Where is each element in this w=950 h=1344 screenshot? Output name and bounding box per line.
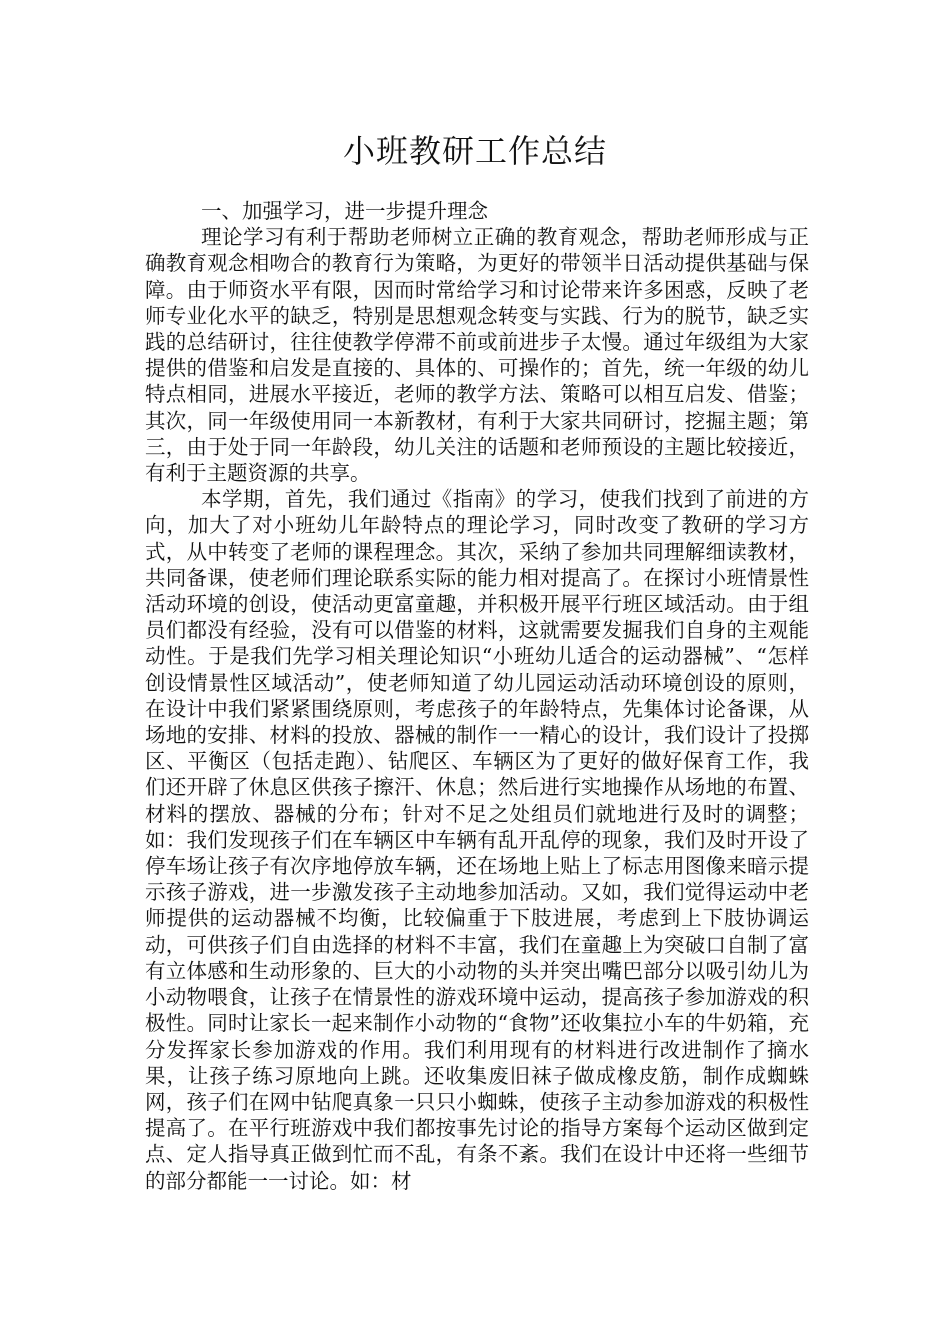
section-heading: 一、加强学习，进一步提升理念 (201, 199, 488, 223)
document-title: 小班教研工作总结 (342, 132, 607, 170)
paragraph-this-semester: 本学期，首先，我们通过《指南》的学习，使我们找到了前进的方向，加大了对小班幼儿年龄特点的理论学习，同时改变了教研的学习方式，从中转变了老师的课程理念。其次，采纳了参加共同理解细读教材，共同备课，使老师们理论联系实际的能力相对提高了。在探讨小班情景性活动环境的创设，使活动更富童趣，并积极开展平行班区域活动。由于组员们都没有经验，没有可以借鉴的材料，这就需要发掘我们自身的主观能动性。于是我们先学习相关理论知识“小班幼儿适合的运动器械”、“怎样创设情景性区域活动”，使老师知道了幼儿园运动活动环境创设的原则，在设计中我们紧紧围绕原则，考虑孩子的年龄特点，先集体讨论备课，从场地的安排、材料的投放、器械的制作一一精心的设计，我们设计了投掷区、平衡区（包括走跑）、钻爬区、车辆区为了更好的做好保育工作，我们还开辟了休息区供孩子擦汗、休息；然后进行实地操作从场地的布置、材料的摆放、器械的分布；针对不足之处组员们就地进行及时的调整；如：我们发现孩子们在车辆区中车辆有乱开乱停的现象，我们及时开设了停车场让孩子有次序地停放车辆，还在场地上贴上了标志用图像来暗示提示孩子游戏，进一步激发孩子主动地参加活动。又如，我们觉得运动中老师提供的运动器械不均衡，比较偏重于下肢进展，考虑到上下肢协调运动，可供孩子们自由选择的材料不丰富，我们在童趣上为突破口自制了富有立体感和生动形象的、巨大的小动物的头并突出嘴巴部分以吸引幼儿为小动物喂食，让孩子在情景性的游戏环境中运动，提高孩子参加游戏的积极性。同时让家长一起来制作小动物的“食物”还收集拉小车的牛奶箱，充分发挥家长参加游戏的作用。我们利用现有的材料进行改进制作了摘水果，让孩子练习原地向上跳。还收集废旧袜子做成橡皮筋，制作成蜘蛛网，孩子们在网中钻爬真象一只只小蜘蛛，使孩子主动参加游戏的积极性提高了。在平行班游戏中我们都按事先讨论的指导方案每个运动区做到定点、定人指导真正做到忙而不乱，有条不紊。我们在设计中还将一些细节的部分都能一一讨论。如：材 (145, 487, 809, 1193)
paragraph-theory-study: 理论学习有利于帮助老师树立正确的教育观念，帮助老师形成与正确教育观念相吻合的教育行为策略，为更好的带领半日活动提供基础与保障。由于师资水平有限，因而时常给学习和讨论带来许多困惑，反映了老师专业化水平的缺乏，特别是思想观念转变与实践、行为的脱节，缺乏实践的总结研讨，往往使教学停滞不前或前进步子太慢。通过年级组为大家提供的借鉴和启发是直接的、具体的、可操作的；首先，统一年级的幼儿特点相同，进展水平接近，老师的教学方法、策略可以相互启发、借鉴；其次，同一年级使用同一本新教材，有利于大家共同研讨，挖掘主题；第三，由于处于同一年龄段，幼儿关注的话题和老师预设的主题比较接近，有利于主题资源的共享。 (145, 225, 809, 486)
document-body (145, 198, 809, 1194)
